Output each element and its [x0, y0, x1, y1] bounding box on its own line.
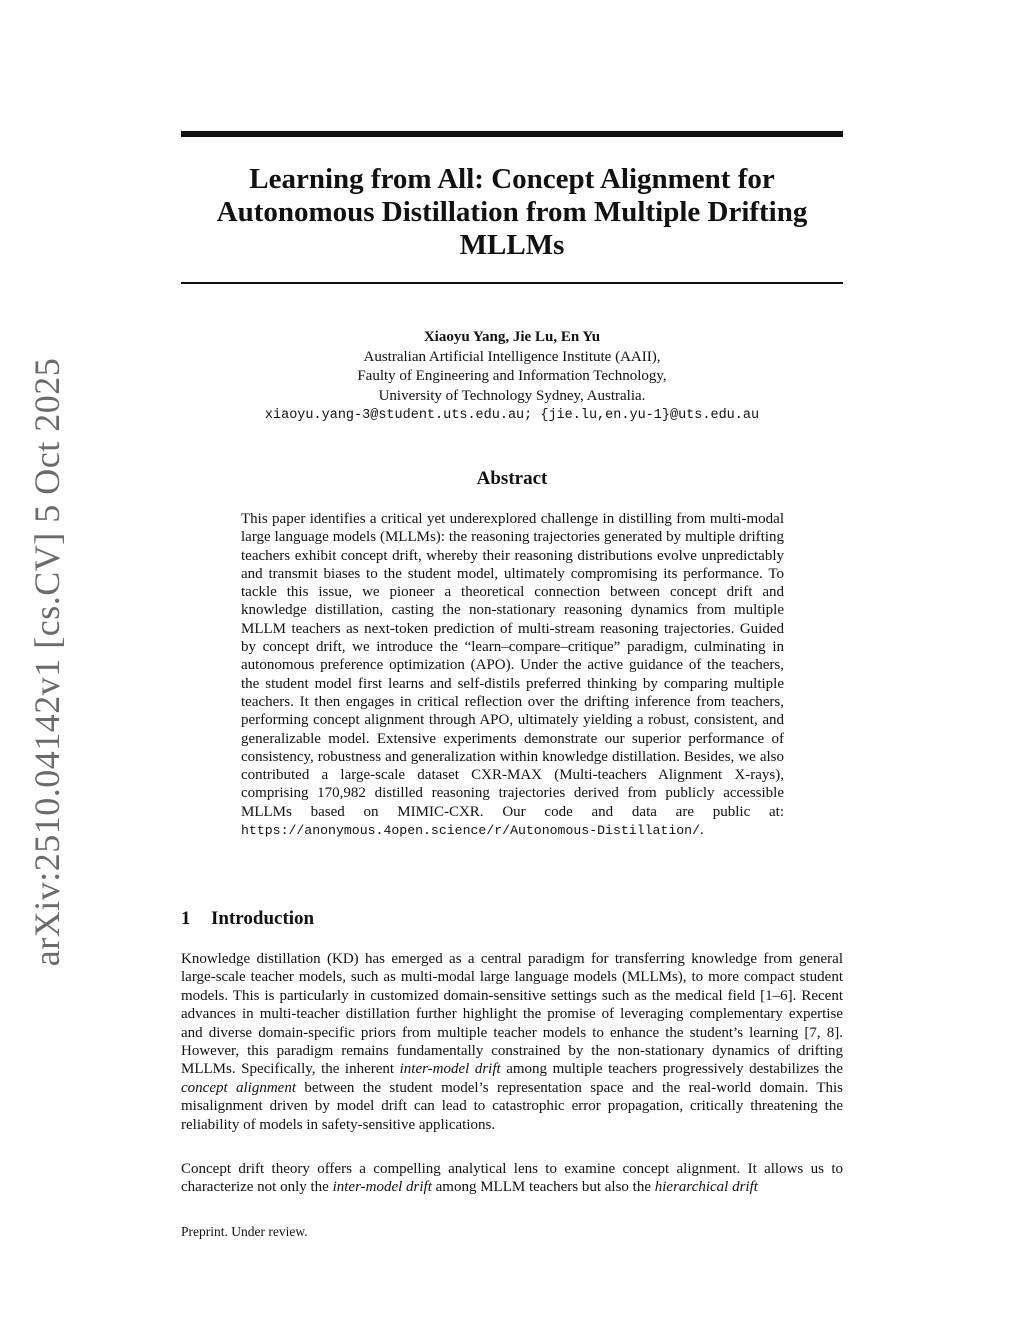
emphasis-term: hierarchical drift: [654, 1179, 758, 1196]
paper-title: Learning from All: Concept Alignment for Autonomous Distillation from Multiple Drifting MLLMs: [216, 163, 808, 261]
abstract-end: .: [700, 822, 704, 839]
author-block: [181, 328, 843, 426]
section-title: Introduction: [211, 908, 315, 929]
abstract-text: [241, 510, 784, 840]
introduction-paragraph-2: [181, 1160, 843, 1197]
affiliation-line: Australian Artificial Intelligence Institute (AAII),: [363, 348, 661, 365]
arxiv-identifier-stamp: arXiv:2510.04142v1 [cs.CV] 5 Oct 2025: [27, 357, 67, 967]
section-heading-introduction: [181, 908, 314, 930]
code-url-link[interactable]: https://anonymous.4open.science/r/Autonomous-Distillation/: [241, 823, 700, 839]
paragraph-text: among multiple teachers progressively destabilizes the: [500, 1061, 843, 1078]
preprint-footer: Preprint. Under review.: [181, 1224, 308, 1239]
abstract-heading: Abstract: [476, 468, 548, 489]
author-names: Xiaoyu Yang, Jie Lu, En Yu: [423, 329, 601, 345]
paragraph-text: Concept drift theory offers a compelling analytical lens to examine concept alignment. It allows us to characterize not only the: [181, 1161, 843, 1196]
title-top-rule: [181, 131, 843, 137]
emphasis-term: concept alignment: [181, 1079, 296, 1096]
affiliation-line: University of Technology Sydney, Australia.: [378, 387, 646, 404]
author-emails: xiaoyu.yang-3@student.uts.edu.au; {jie.lu,en.yu-1}@uts.edu.au: [264, 408, 760, 423]
title-bottom-rule: [181, 282, 843, 284]
section-number: 1: [181, 908, 191, 929]
emphasis-term: inter-model drift: [399, 1061, 501, 1078]
paragraph-text: between the student model’s representation space and the real-world domain. This misalignment driven by model drift can lead to catastrophic error propagation, critically threatening the reliability of models in safety-sensitive applications.: [181, 1079, 843, 1133]
introduction-paragraph-1: [181, 950, 843, 1134]
paragraph-text: among MLLM teachers but also the: [431, 1179, 655, 1196]
affiliation-line: Faulty of Engineering and Information Technology,: [357, 368, 667, 384]
emphasis-term: inter-model drift: [332, 1179, 432, 1196]
paragraph-text: Knowledge distillation (KD) has emerged as a central paradigm for transferring knowledge from general large-scale teacher models, such as multi-modal large language models (MLLMs), to more compact student models. This is particularly in customized domain-sensitive settings such as the medical field [1–6]. Recent advances in multi-teacher distillation further highlight the promise of leveraging complementary expertise and diverse domain-specific priors from multiple teacher models to enhance the student’s learning [7, 8]. However, this paradigm remains fundamentally constrained by the non-stationary dynamics of drifting MLLMs. Specifically, the inherent: [181, 951, 843, 1078]
abstract-body-text: This paper identifies a critical yet underexplored challenge in distilling from multi-modal large language models (MLLMs): the reasoning trajectories generated by multiple drifting teachers exhibit concept drift, whereby their reasoning distributions evolve unpredictably and transmit biases to the student model, ultimately compromising its performance. To tackle this issue, we pioneer a theoretical connection between concept drift and knowledge distillation, casting the non-stationary reasoning dynamics from multiple MLLM teachers as next-token prediction of multi-stream reasoning trajectories. Guided by concept drift, we introduce the “learn–compare–critique” paradigm, culminating in autonomous preference optimization (APO). Under the active guidance of the teachers, the student model first learns and self-distils preferred thinking by comparing multiple teachers. It then engages in critical reflection over the drifting inference from teachers, performing concept alignment through APO, ultimately yielding a robust, consistent, and generalizable model. Extensive experiments demonstrate our superior performance of consistency, robustness and generalization within knowledge distillation. Besides, we also contributed a large-scale dataset CXR-MAX (Multi-teachers Alignment X-rays), comprising 170,982 distilled reasoning trajectories derived from publicly accessible MLLMs based on MIMIC-CXR. Our code and data are public at:: [241, 511, 784, 820]
